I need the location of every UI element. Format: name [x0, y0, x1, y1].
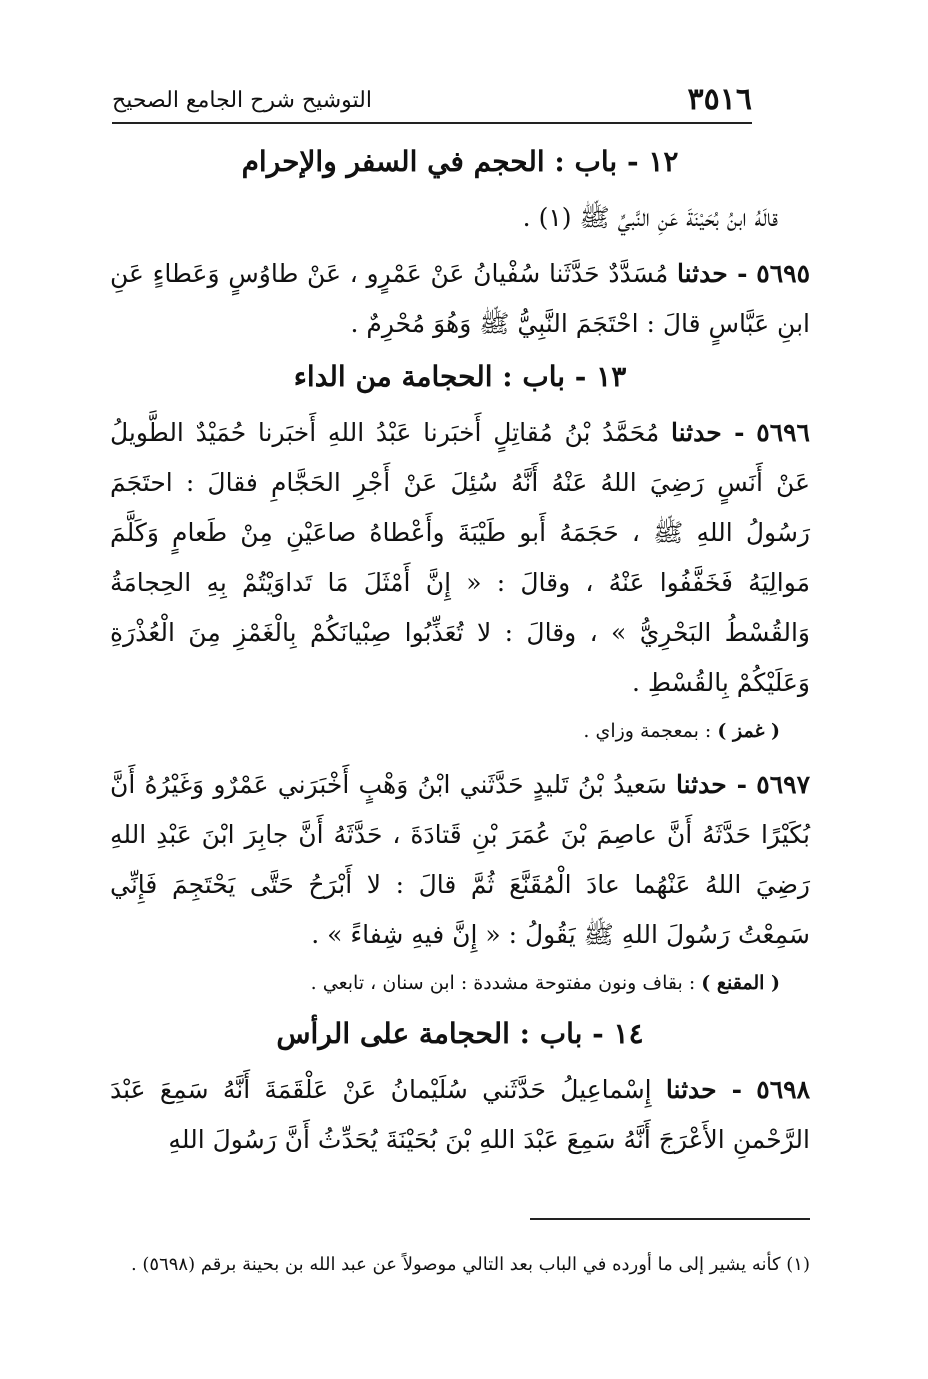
hadith-text: مُسَدَّدٌ حَدَّثَنا سُفْيانُ عَنْ عَمْرٍو ، عَنْ طاوُسٍ وَعَطاءٍ عَنِ ابنِ عَبَّاسٍ قالَ : احْتَجَمَ النَّبِيُّ ﷺ وَهُوَ مُحْرِمٌ .	[110, 258, 810, 338]
hadith-number: ٥٦٩٥	[756, 258, 810, 288]
page-number: ٣٥١٦	[687, 82, 752, 117]
running-title: التوشيح شرح الجامع الصحيح	[112, 88, 372, 113]
hadith-5695	[110, 249, 810, 349]
hadith-lead: - حدثنا	[665, 1074, 743, 1104]
hadith-number: ٥٦٩٧	[756, 769, 810, 799]
hadith-lead: - حدثنا	[677, 258, 748, 288]
hadith-5696	[110, 408, 810, 708]
gloss-term: ( غمز )	[717, 719, 780, 742]
hadith-text: سَعيدُ بْنُ تَليدٍ حَدَّثَني ابْنُ وَهْبٍ أَخْبَرَني عَمْرٌو وَغَيْرُهُ أَنَّ بُكَيْرًا حَدَّثَهُ أَنَّ عاصِمَ بْنَ عُمَرَ بْنِ قَتادَةَ ، حَدَّثَهُ أَنَّ جابِرَ ابْنَ عَبْدِ اللهِ رَضِيَ اللهُ عَنْهُما عادَ الْمُقَنَّعَ ثُمَّ قالَ : لا أَبْرَحُ حَتَّى يَحْتَجِمَ فَإِنِّي سَمِعْتُ رَسُولَ اللهِ ﷺ يَقُولُ : « إِنَّ فيهِ شِفاءً » .	[110, 769, 810, 949]
chapter-intro: قالَهُ ابنُ بُحَيْنَةَ عَنِ النَّبيِّ ﷺ (١) .	[522, 202, 778, 232]
chapter-heading: ١٢ - باب : الحجم في السفر والإحرام	[241, 145, 679, 178]
footnote: (١) كأنه يشير إلى ما أورده في الباب بعد التالي موصولاً عن عبد الله بن بحينة برقم (٥٦٩٨) .	[130, 1254, 810, 1275]
gloss-explanation: : بمعجمة وزاي .	[583, 719, 712, 742]
gloss-explanation: : بقاف ونون مفتوحة مشددة : ابن سنان ، تابعي .	[310, 971, 696, 994]
hadith-5697	[110, 760, 810, 960]
chapter-heading: ١٤ - باب : الحجامة على الرأس	[276, 1016, 644, 1050]
gloss-note	[110, 714, 810, 748]
footnote-divider	[530, 1218, 810, 1220]
hadith-text: مُحَمَّدُ بْنُ مُقاتِلٍ أَخبَرنا عَبْدُ اللهِ أَخبَرنا حُمَيْدٌ الطَّويلُ عَنْ أَنَسٍ رَضِيَ اللهُ عَنْهُ أَنَّهُ سُئِلَ عَنْ أَجْرِ الحَجَّامِ فقالَ : احتَجَمَ رَسُولُ اللهِ ﷺ ، حَجَمَهُ أَبو طَيْبَةَ وأَعْطاهُ صاعَيْنِ مِنْ طَعامٍ وَكَلَّمَ مَوالِيَهُ فَخَفَّفُوا عَنْهُ ، وقالَ : « إِنَّ أَمْثَلَ مَا تَداوَيْتُمْ بِهِ الحِجامَةُ وَالقُسْطُ البَحْرِيُّ » ، وقالَ : لا تُعَذِّبُوا صِبْيانَكُمْ بِالْغَمْزِ مِنَ الْعُذْرَةِ وَعَلَيْكُمْ بِالقُسْطِ .	[110, 417, 810, 697]
chapter-heading: ١٣ - باب : الحجامة من الداء	[293, 359, 627, 393]
page-header	[112, 78, 752, 124]
hadith-lead: - حدثنا	[671, 417, 745, 447]
hadith-lead: - حدثنا	[676, 769, 748, 799]
gloss-note	[110, 966, 810, 1000]
page-body	[110, 140, 810, 1171]
hadith-5698	[110, 1065, 810, 1165]
hadith-number: ٥٦٩٦	[756, 417, 810, 447]
hadith-text: إِسْماعِيلُ حَدَّثَني سُلَيْمانُ عَنْ عَلْقَمَةَ أَنَّهُ سَمِعَ عَبْدَ الرَّحْمنِ الأَعْرَجَ أَنَّهُ سَمِعَ عَبْدَ اللهِ بْنَ بُحَيْنَةَ يُحَدِّثُ أَنَّ رَسُولَ اللهِ	[110, 1074, 810, 1154]
hadith-number: ٥٦٩٨	[756, 1074, 811, 1104]
gloss-term: ( المقنع )	[701, 971, 780, 994]
